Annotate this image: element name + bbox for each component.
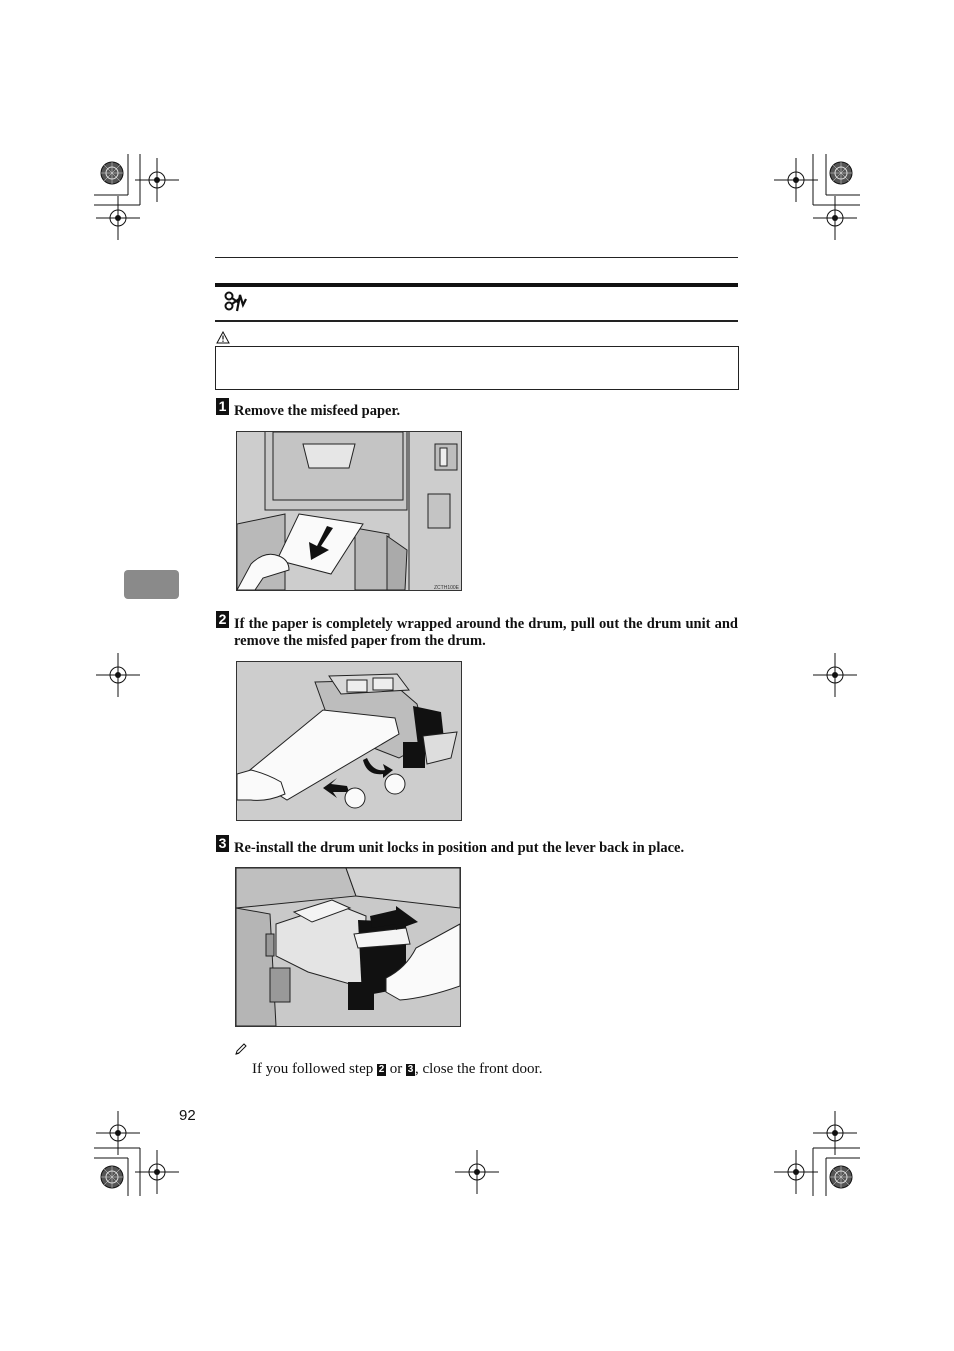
- figure-remove-misfeed: [236, 431, 462, 591]
- reinstall-illustration: [236, 868, 460, 1026]
- figure-reinstall-drum: [235, 867, 461, 1027]
- step-1-number: 1: [216, 398, 229, 415]
- warning-triangle-icon: [216, 331, 230, 344]
- figure-drum-unit-pull: [236, 661, 462, 821]
- note-text: [252, 1061, 542, 1078]
- pencil-note-icon: [234, 1042, 248, 1056]
- step-3-text: Re-install the drum unit locks in position and put the lever back in place.: [234, 840, 685, 856]
- step-3-number: 3: [216, 835, 229, 852]
- caution-box: [215, 346, 739, 390]
- section-bottom-rule: [215, 320, 738, 322]
- figure-code: ZCTH100E: [433, 585, 459, 591]
- step-2-number: 2: [216, 611, 229, 628]
- misfeed-illustration: [237, 432, 461, 590]
- step-1-text: Remove the misfeed paper.: [234, 403, 401, 419]
- note-step-a: 2: [378, 1064, 385, 1075]
- note-suffix: , close the front door.: [414, 1061, 543, 1077]
- header-rule: [215, 257, 738, 258]
- chapter-tab: [124, 570, 179, 599]
- step-2-text: If the paper is completely wrapped around the drum, pull out the drum unit and remove the misfed paper from the drum.: [234, 616, 738, 649]
- drum-illustration: [237, 662, 461, 820]
- section-top-rule: [215, 283, 738, 287]
- note-middle: or: [389, 1061, 403, 1077]
- page-number: 92: [179, 1107, 196, 1124]
- note-prefix: If you followed step: [252, 1061, 374, 1077]
- note-step-b: 3: [407, 1064, 414, 1075]
- misfeed-icon: [224, 291, 248, 313]
